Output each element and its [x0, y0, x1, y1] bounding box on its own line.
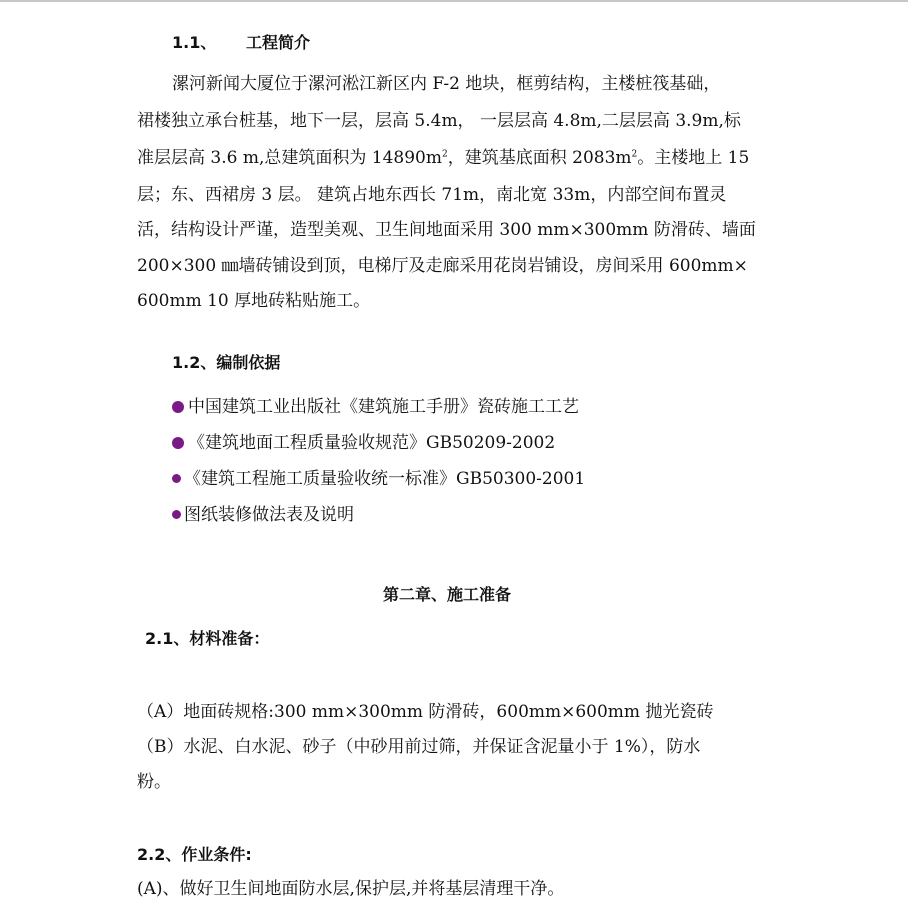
list-item: 《建筑工程施工质量验收统一标准》GB50300-2001	[172, 469, 585, 489]
para-line-6: 200×300 ㎜墙砖铺设到顶，电梯厅及走廊采用花岗岩铺设，房间采用 600mm×	[137, 256, 748, 276]
para-line-4: 层；东、西裙房 3 层。 建筑占地东西长 71m，南北宽 33m，内部空间布置灵	[137, 185, 727, 205]
section-1-1-number: 1.1、	[172, 33, 217, 52]
bullet-icon	[172, 510, 181, 519]
para-line-3: 准层层高 3.6 m,总建筑面积为 $14890m^2$，建筑基底面积 $2083m^2$。主楼地上 15	[137, 148, 750, 168]
para-line-7: 600mm 10 厚地砖粘贴施工。	[137, 291, 371, 311]
section-2-2-title: 2.2、作业条件:	[137, 845, 252, 864]
bullet-icon	[172, 401, 184, 413]
top-border	[0, 0, 908, 2]
material-line-c: 粉。	[137, 772, 171, 792]
list-item: 中国建筑工业出版社《建筑施工手册》瓷砖施工工艺	[172, 397, 579, 417]
section-1-1-title: 工程简介	[246, 33, 311, 52]
para-line-2: 裙楼独立承台桩基，地下一层，层高 5.4m， 一层层高 4.8m,二层层高 3.9m,标	[137, 111, 741, 131]
material-line-b: （B）水泥、白水泥、砂子（中砂用前过筛，并保证含泥量小于 1%），防水	[137, 737, 701, 757]
bullet-icon	[172, 437, 184, 449]
list-item: 图纸装修做法表及说明	[172, 505, 354, 525]
para-line-5: 活，结构设计严谨，造型美观、卫生间地面采用 300 mm×300mm 防滑砖、墙面	[137, 220, 756, 240]
material-line-a: （A）地面砖规格:300 mm×300mm 防滑砖，600mm×600mm 抛光瓷砖	[137, 702, 714, 722]
para-line-1: 漯河新闻大厦位于漯河淞江新区内 F-2 地块，框剪结构，主楼桩筏基础，	[172, 74, 721, 94]
condition-line-a: (A)、做好卫生间地面防水层,保护层,并将基层清理干净。	[137, 879, 565, 899]
chapter-2-title: 第二章、施工准备	[383, 585, 512, 604]
section-1-2-title: 1.2、编制依据	[172, 353, 281, 372]
section-2-1-title: 2.1、材料准备：	[145, 629, 270, 648]
bullet-icon	[172, 474, 181, 483]
list-item: 《建筑地面工程质量验收规范》GB50209-2002	[172, 433, 555, 453]
